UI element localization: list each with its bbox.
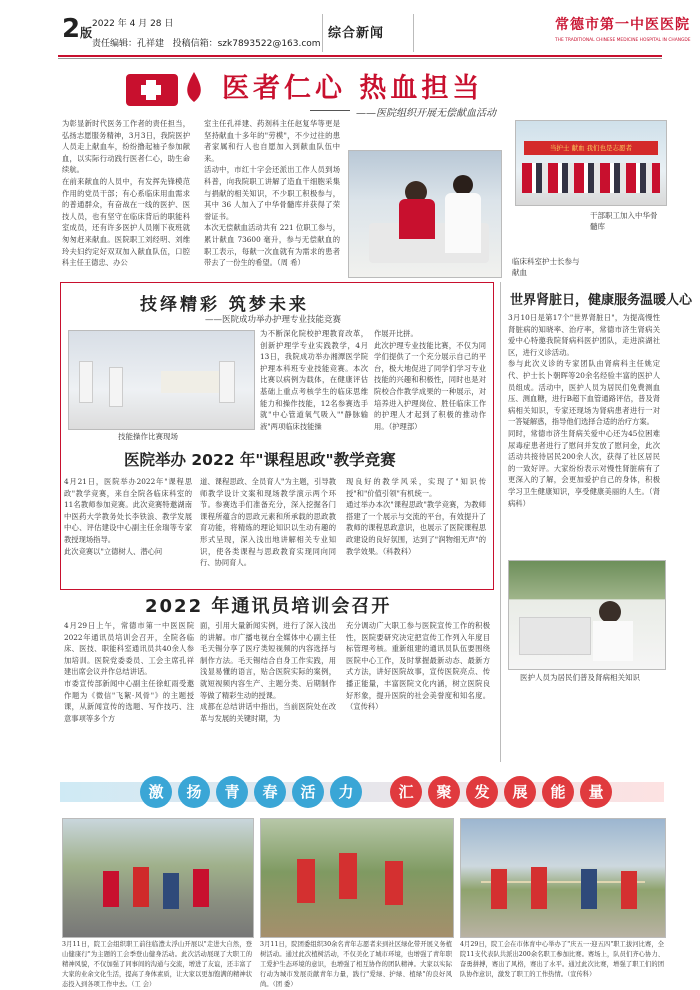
banner-char: 量 — [580, 776, 612, 808]
banner-char: 能 — [542, 776, 574, 808]
header-divider — [322, 14, 323, 52]
blood-donation-icon — [122, 64, 214, 112]
banner-char: 扬 — [178, 776, 210, 808]
hiking-photo — [62, 818, 254, 938]
article3-title: 医院举办 2022 年"课程思政"教学竞赛 — [124, 451, 396, 469]
banner-char: 聚 — [428, 776, 460, 808]
youth-banner — [60, 772, 664, 812]
photo-banner: 当护士 献血 我们也是志愿者 — [524, 141, 658, 155]
banner-char: 力 — [330, 776, 362, 808]
banner-char: 活 — [292, 776, 324, 808]
caption-nursing-skills: 技能操作比赛现场 — [118, 432, 178, 441]
article2-body-col2: 作展开比拼。 此次护理专业技能比赛，不仅为同学们提供了一个充分展示自己的平台，极大地促进了同学们学习专业技能的兴趣和积极性，同时也是对院校合作教学成果的一种展示，对培养进入护理岗位、胜任临床工作的护理人才起到了积极的推动作用。（护理部） — [374, 329, 486, 431]
editor-line: 责任编辑：孔祥建 投稿信箱：szk7893522@163.com — [92, 39, 321, 49]
masthead: 常德市第一中医医院 — [555, 17, 690, 33]
column-divider — [500, 282, 501, 762]
header-divider — [413, 14, 414, 52]
article1-body-col1: 为彰显新时代医务工作者的责任担当，弘扬志愿服务精神，3月3日，我院医护人员走上献血车，纷纷撸起袖子参加献血，以实际行动践行医者仁心，助生命续航。 在前来献血的人员中，有发挥先锋模范作用的党员干部；有心系临床用血需求的普通群众，有奋战在一线的医护、医技人员，也有坚守在临床背后的职能科室成员，还有许多医护人员刚下夜班就匆匆赶来献血。医院职工刘经明、刘维玲夫妇约定好双双加入献血队伍，口腔科主任王德忠、办公 — [62, 119, 190, 268]
bone-marrow-registry-photo — [515, 120, 667, 206]
caption-tug-of-war: 4月29日，院工会在市体育中心举办了"庆五一·迎五四"职工拔河比赛，全院11支代表队共派出200余名职工参加比赛。赛场上，队员们齐心协力、奋勇拼搏，赛出了风格，赛出了水平。通过此次比赛，增强了职工们的团队协作意识，激发了职工的工作热情。（宣传科） — [460, 941, 664, 978]
article3-body-col1: 4月21日，医院举办2022年"课程思政"教学竞赛，来自全院各临床科室的11名教师参加竞赛。此次竞赛特邀湖南中医药大学教务处长李铁浪、教学发展中心、评估建设中心副主任余瑞等专家教授现场指导。 此次竞赛以"立德树人、潜心问 — [64, 477, 192, 556]
article2-title: 技绎精彩 筑梦未来 — [140, 295, 309, 315]
page-number: 2版 — [62, 14, 93, 44]
caption-nurse-donation: 临床科室护士长参与献血 — [512, 257, 580, 277]
article1-title: 医者仁心 热血担当 — [222, 73, 484, 104]
article5-body-col2: 面，引用大量新闻实例，进行了深入浅出的讲解。市广播电视台全媒体中心副主任毛天锡分享了医疗类短视频的内容选择与制作方法。毛天锡结合自身工作实践，用浅显易懂的语言，贴合医院实际的案例，就短视频内容生产、主题分类、后期制作等做了精彩生动的授课。 成都在总结讲话中指出，当前医院处在改革与发展的关键时期，为 — [200, 621, 336, 723]
article1-body-col2: 室主任孔祥建、药剂科主任赵复华等更是坚持献血十多年的"劳模"，不少过往的患者家属和行人也自愿加入到献血队伍中来。 活动中，市红十字会还派出工作人员到场科普，向我院职工讲解了造血干细胞采集与捐献的相关知识，不少职工积极参与，其中 36 人加入了中华骨髓库并获得了荣誉证书。 本次无偿献血活动共有 221 位职工参与，累计献血 73600 毫升，参与无偿献血的职工表示，每献一次血就有为需求的患者带去了一份生的希望。（周 希） — [204, 119, 340, 268]
caption-bone-marrow: 干部职工加入中华骨髓库 — [590, 211, 658, 231]
banner-char: 汇 — [390, 776, 422, 808]
nursing-skills-photo — [68, 330, 255, 430]
blood-donation-photo — [348, 150, 502, 278]
article2-subtitle: ——医院成功举办护理专业技能竞赛 — [205, 315, 342, 325]
caption-kidney-clinic: 医护人员为居民们普及肾病相关知识 — [520, 673, 640, 682]
header-rule-thin — [58, 58, 662, 59]
section-title: 综合新闻 — [328, 26, 385, 41]
banner-char: 展 — [504, 776, 536, 808]
article2-body-col1: 为不断深化院校护理教育改革，创新护理学专业实践教学，4月13日，我院成功举办湘潭医学院护理本科班专业技能竞赛。本次比赛以病例为载体，在健康评估基础上重点考核学生的临床思维能力和操作技能，12名参赛选手就"中心管道氧气吸入""静脉输液"两项临床技能操 — [260, 329, 368, 431]
caption-tree-planting: 3月11日，院团委组织30余名青年志愿者来到社区绿化带开展义务植树活动。通过此次植树活动，不仅美化了城市环境，也增强了青年职工爱护生态环境的意识，也增强了相互协作的团队精神。大家以实际行动为城市发展贡献青年力量，践行"爱绿、护绿、植绿"的良好风尚。（团 委） — [260, 941, 452, 988]
article4-title: 世界肾脏日，健康服务温暖人心 — [510, 293, 693, 308]
banner-char: 春 — [254, 776, 286, 808]
article1-subtitle: ——医院组织开展无偿献血活动 — [356, 108, 496, 119]
banner-char: 激 — [140, 776, 172, 808]
tug-of-war-photo — [460, 818, 666, 938]
article5-title: 2022 年通讯员培训会召开 — [145, 596, 392, 617]
article5-body-col3: 充分调动广大职工参与医院宣传工作的积极性，医院要研究决定把宣传工作列入年度目标管理考核。重新组建的通讯员队伍要围绕医院中心工作，及时掌握最新动态、最新方式方法，讲好医院故事，宣传医院亮点、传播正能量，丰富医院文化内涵，树立医院良好形象，提升医院的社会美誉度和知名度。（宣传科） — [346, 621, 490, 712]
kidney-clinic-photo — [508, 560, 666, 670]
article4-body: 3月10日是第17个"世界肾脏日"，为提高慢性肾脏病的知晓率、治疗率，常德市济生肾病关爱中心特邀我院肾病科医护团队，走进滨湖社区，进行义诊活动。 参与此次义诊的专家团队由肾病科主任姚定代、护士长卜朝晖等20余名经验丰富的医护人员组成。活动中，医护人员为居民们免费测血压、测血糖，进行B超下血管通路评估，普及肾病相关知识，专家还现场为肾病患者进行一对一答疑解惑，指导他们选择合适的治疗方案。 同时，常德市济生肾病关爱中心还为45位困难尿毒症患者进行了慰问并发放了慰问金，此次活动共接待居民200余人次，获得了社区居民的一致好评。大家纷纷表示对慢性肾脏病有了更深入的了解，会更加爱护自己的身体，积极学习卫生健康知识，享受健康美丽的人生。（肾病科） — [508, 313, 660, 508]
article3-body-col2: 道、课程思政、全员育人"为主题，引导教师教学设计文案和现场教学演示两个环节。参赛选手们准备充分，深入挖掘各门课程所蕴含的思政元素和所承载的思政教育功能，将精炼的理论知识以生动有趣的形式呈现，深入浅出地讲解相关专业知识，使各类课程与思政教育实现同向同行、协同育人。 — [200, 477, 336, 568]
caption-hiking: 3月11日，院工会组织职工前往临澧太浮山开展以"走进大自然，登山健康行"为主题的工会季登山健身活动。此次活动展现了大职工的精神风貌，不仅加强了同事间的沟通与交流，增进了友谊，还丰富了大家的业余文化生活，提高了身体素质，让大家以更加饱满的精神状态投入到各项工作中去。（工 会） — [62, 941, 252, 988]
subtitle-dash — [310, 110, 350, 111]
banner-char: 青 — [216, 776, 248, 808]
article5-body-col1: 4月29日上午，常德市第一中医医院2022年通讯员培训会召开，全院各临床、医技、职能科室通讯员共40余人参加培训。医院党委委员、工会主席孔祥建出席会议并作总结讲话。 市委宣传部新闻中心副主任徐虹雨受邀作题为《微信"飞絮·风骨"》的主题授课，从新闻宣传的选题、写作技巧、注意事项等多个方 — [64, 621, 194, 723]
tree-planting-photo — [260, 818, 454, 938]
issue-date: 2022 年 4 月 28 日 — [92, 19, 174, 29]
banner-char: 发 — [466, 776, 498, 808]
masthead-en: THE TRADITIONAL CHINESE MEDICINE HOSPITAL IN CHANGDE — [555, 38, 691, 43]
header-rule — [58, 55, 662, 57]
article3-body-col3: 现良好的教学风采，实现了"知识传授"和"价值引领"有机统一。 通过举办本次"课程思政"教学竞赛，为教师搭建了一个展示与交流的平台，有效提升了教师的课程思政意识，也展示了医院课程思政建设的良好氛围，达到了"润物细无声"的教学效果。（科教科） — [346, 477, 486, 556]
